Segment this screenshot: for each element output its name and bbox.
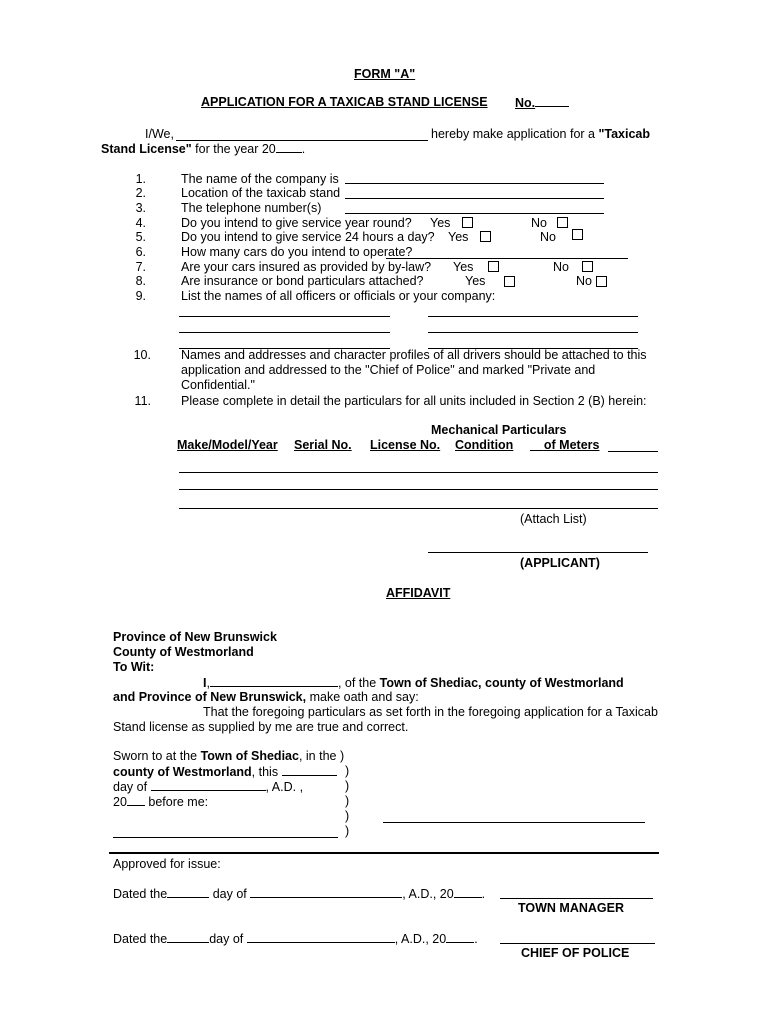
iwe-label: I/We,: [145, 127, 174, 141]
item-number: 5.: [135, 230, 146, 244]
application-title: APPLICATION FOR A TAXICAB STAND LICENSE: [201, 95, 488, 109]
item-text: How many cars do you intend to operate?: [181, 245, 413, 259]
no-label: No: [576, 274, 592, 288]
province-line: Province of New Brunswick: [113, 630, 277, 644]
item-text: Are insurance or bond particulars attached?: [181, 274, 424, 288]
sworn-this-field[interactable]: [282, 764, 337, 776]
manager-date-month-field[interactable]: [250, 886, 402, 898]
item-text: The name of the company is: [181, 172, 339, 186]
town-manager-signature-line[interactable]: [500, 898, 653, 899]
24-hours-no-checkbox[interactable]: [572, 229, 583, 240]
chief-signature-line[interactable]: [500, 943, 655, 944]
police-date-month-field[interactable]: [247, 931, 395, 943]
deponent-signature-line[interactable]: [383, 822, 645, 823]
item-text: The telephone number(s): [181, 201, 322, 215]
item10-line2: application and addressed to the "Chief of Police" and marked "Private and: [181, 363, 596, 377]
table-row-line[interactable]: [179, 508, 658, 509]
item-number: 3.: [135, 201, 146, 215]
police-date-year-field[interactable]: [446, 931, 474, 943]
oath-statement-2: Stand license as supplied by me are true and correct.: [113, 720, 409, 734]
year-round-yes-checkbox[interactable]: [462, 217, 473, 228]
form-title: FORM "A": [354, 67, 416, 81]
sworn-line-1: Sworn to at the Town of Shediac, in the ): [113, 749, 345, 763]
item-number: 1.: [135, 172, 146, 186]
sworn-year-field[interactable]: [127, 794, 145, 806]
deponent-name-field[interactable]: [210, 675, 338, 687]
company-name-line[interactable]: [345, 183, 604, 184]
attach-list-note: (Attach List): [520, 512, 587, 526]
telephone-line[interactable]: [345, 213, 604, 214]
col-condition: Condition: [455, 438, 514, 452]
intro-text: hereby make application for a "Taxicab: [431, 127, 651, 141]
to-wit: To Wit:: [113, 660, 155, 674]
dated-line-1: Dated the day of , A.D., 20 .: [113, 887, 486, 901]
item-number: 2.: [135, 186, 146, 200]
item-text: Location of the taxicab stand: [181, 186, 341, 200]
officer-line[interactable]: [179, 332, 390, 333]
number-label: No.: [515, 95, 569, 111]
oath-line-2: and Province of New Brunswick, make oath and say:: [113, 690, 419, 704]
table-row-line[interactable]: [179, 472, 658, 473]
insured-yes-checkbox[interactable]: [488, 261, 499, 272]
oath-statement-1: That the foregoing particulars as set forth in the foregoing application for a Taxicab: [203, 705, 658, 719]
item-number: 8.: [135, 274, 146, 288]
officer-line[interactable]: [428, 316, 638, 317]
year-field[interactable]: [276, 141, 302, 153]
header-underline: [608, 451, 658, 452]
sworn-line-2: county of Westmorland, this: [113, 764, 337, 780]
cars-count-line[interactable]: [386, 258, 628, 259]
police-date-day-field[interactable]: [167, 931, 209, 943]
sworn-day-field[interactable]: [151, 779, 266, 791]
item10-line1: Names and addresses and character profiles of all drivers should be attached to this: [181, 348, 647, 362]
yes-label: Yes: [465, 274, 486, 288]
no-label: No: [553, 260, 569, 274]
no-label: No: [540, 230, 556, 244]
item11-text: Please complete in detail the particulars for all units included in Section 2 (B) herein:: [181, 394, 647, 408]
bracket: ): [345, 794, 350, 808]
col-license-no: License No.: [370, 438, 441, 452]
manager-date-year-field[interactable]: [454, 886, 482, 898]
divider: [109, 852, 659, 854]
manager-date-day-field[interactable]: [167, 886, 209, 898]
yes-label: Yes: [453, 260, 474, 274]
town-manager-label: TOWN MANAGER: [518, 901, 625, 915]
yes-label: Yes: [448, 230, 469, 244]
item10-line3: Confidential.": [181, 378, 255, 392]
col-of-meters: of Meters: [543, 438, 600, 452]
sworn-line-3: day of , A.D. ,: [113, 780, 304, 794]
year-round-no-checkbox[interactable]: [557, 217, 568, 228]
insurance-no-checkbox[interactable]: [596, 276, 607, 287]
col-serial-no: Serial No.: [294, 438, 352, 452]
officer-line[interactable]: [428, 332, 638, 333]
item-text: Are your cars insured as provided by by-law?: [181, 260, 432, 274]
chief-of-police-label: CHIEF OF POLICE: [521, 946, 630, 960]
applicant-signature-line[interactable]: [428, 552, 648, 553]
item-text: List the names of all officers or officials or your company:: [181, 289, 496, 303]
item-number: 6.: [135, 245, 146, 259]
item-number: 4.: [135, 216, 146, 230]
insured-no-checkbox[interactable]: [582, 261, 593, 272]
oath-line-1: I, , of the Town of Shediac, county of Westmorland: [203, 676, 624, 690]
affidavit-title: AFFIDAVIT: [386, 586, 451, 600]
item-number: 11.: [134, 394, 151, 408]
applicant-label: (APPLICANT): [520, 556, 600, 570]
bracket: ): [345, 809, 350, 823]
no-label: No: [531, 216, 547, 230]
item-number: 10.: [133, 348, 151, 362]
item-number: 9.: [135, 289, 146, 303]
officer-line[interactable]: [179, 316, 390, 317]
approved-label: Approved for issue:: [113, 857, 221, 871]
dated-line-2: Dated the day of , A.D., 20 .: [113, 932, 478, 946]
item-text: Do you intend to give service year round?: [181, 216, 412, 230]
col-make-model-year: Make/Model/Year: [177, 438, 278, 452]
commissioner-signature-line[interactable]: [113, 837, 338, 838]
item-text: Do you intend to give service 24 hours a day?: [181, 230, 435, 244]
bracket: ): [345, 779, 350, 793]
sworn-line-4: 20 before me:: [113, 795, 209, 809]
location-line[interactable]: [345, 198, 604, 199]
insurance-yes-checkbox[interactable]: [504, 276, 515, 287]
intro-text-2: Stand License" for the year 20 .: [101, 142, 306, 156]
item-number: 7.: [135, 260, 146, 274]
mechanical-particulars-header: Mechanical Particulars: [431, 423, 567, 437]
county-line: County of Westmorland: [113, 645, 254, 659]
yes-label: Yes: [430, 216, 451, 230]
bracket: ): [345, 764, 350, 778]
bracket: ): [345, 824, 350, 838]
table-row-line[interactable]: [179, 489, 658, 490]
number-field[interactable]: [535, 95, 569, 107]
24-hours-yes-checkbox[interactable]: [480, 231, 491, 242]
